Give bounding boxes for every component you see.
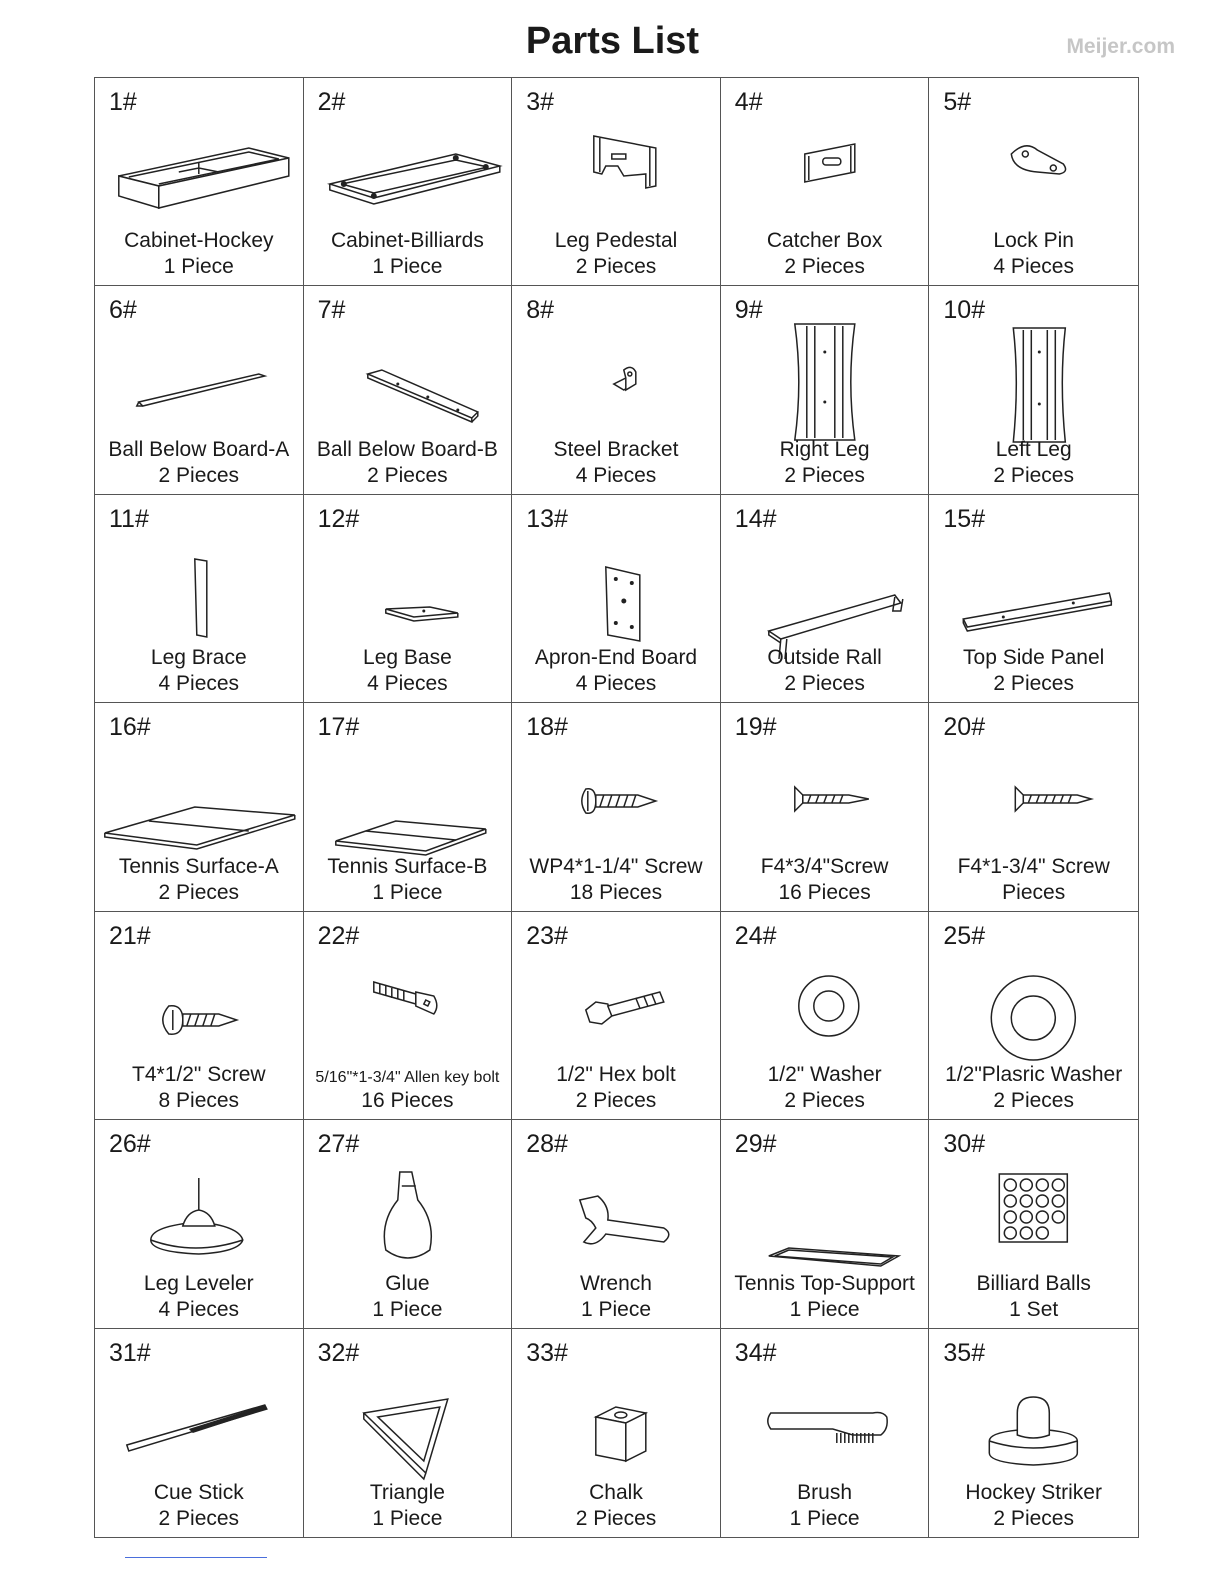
part-cell xyxy=(929,703,1138,911)
triangle-rack-icon xyxy=(304,1365,512,1493)
part-cell xyxy=(512,495,721,703)
truss-screw-icon xyxy=(95,948,303,1076)
part-name: 1/2"Plasric Washer xyxy=(945,1063,1123,1087)
part-name: Triangle xyxy=(369,1481,445,1504)
part-number: 15# xyxy=(943,504,986,533)
part-cell xyxy=(512,912,721,1120)
part-number: 20# xyxy=(943,713,986,742)
hex-bolt-icon xyxy=(512,948,720,1076)
part-cell xyxy=(95,703,304,911)
part-quantity: 8 Pieces xyxy=(158,1089,240,1113)
part-cell xyxy=(721,912,930,1120)
part-name: 5/16"*1-3/4" Allen key bolt xyxy=(315,1069,500,1087)
part-quantity: 1 Piece xyxy=(372,1507,443,1530)
part-quantity: 2 Pieces xyxy=(993,1089,1074,1113)
part-quantity: 2 Pieces xyxy=(367,463,448,487)
footer-rule xyxy=(125,1557,267,1558)
part-cell xyxy=(304,286,513,494)
part-cell xyxy=(304,78,513,286)
part-name: Chalk xyxy=(589,1481,643,1504)
part-cell xyxy=(721,1329,930,1537)
part-number: 31# xyxy=(109,1338,151,1367)
part-cell xyxy=(721,286,930,494)
part-number: 6# xyxy=(109,296,137,325)
part-cell xyxy=(929,912,1138,1120)
cabinet-billiards-icon xyxy=(304,114,512,242)
part-quantity: 4 Pieces xyxy=(367,672,448,696)
part-number: 3# xyxy=(526,88,554,116)
part-number: 18# xyxy=(526,713,568,742)
washer-icon xyxy=(721,948,929,1076)
part-cell xyxy=(721,78,930,286)
part-cell xyxy=(512,703,721,911)
part-number: 9# xyxy=(734,296,763,325)
part-quantity: 2 Pieces xyxy=(158,880,240,904)
part-quantity: 1 Piece xyxy=(789,1297,860,1321)
part-quantity: 2 Pieces xyxy=(993,1507,1074,1530)
part-cell xyxy=(512,78,721,286)
part-cell xyxy=(304,703,513,911)
part-quantity: 1 Piece xyxy=(372,255,443,279)
left-leg-icon xyxy=(929,322,1138,450)
part-number: 21# xyxy=(109,921,151,950)
part-name: F4*3/4"Screw xyxy=(760,854,889,878)
flat-screw-icon xyxy=(721,739,929,867)
lock-pin-icon xyxy=(929,114,1138,242)
part-number: 8# xyxy=(526,296,554,325)
catcher-box-icon xyxy=(721,114,929,242)
part-number: 32# xyxy=(317,1338,360,1367)
part-quantity: 4 Pieces xyxy=(575,672,657,696)
part-name: Left Leg xyxy=(995,437,1072,461)
part-cell xyxy=(721,1120,930,1328)
part-number: 16# xyxy=(109,713,151,742)
part-number: 2# xyxy=(317,88,346,116)
part-quantity: 2 Pieces xyxy=(575,1089,657,1113)
part-number: 24# xyxy=(734,921,777,950)
part-cell xyxy=(721,495,930,703)
part-name: Glue xyxy=(385,1271,430,1295)
wp-screw-icon xyxy=(512,739,720,867)
part-quantity: 1 Set xyxy=(1009,1297,1059,1321)
part-quantity: 2 Pieces xyxy=(993,463,1074,487)
part-quantity: 2 Pieces xyxy=(158,1507,240,1530)
part-number: 22# xyxy=(317,921,360,950)
part-number: 13# xyxy=(526,504,568,533)
part-quantity: 2 Pieces xyxy=(993,672,1074,696)
right-leg-icon xyxy=(721,322,929,450)
part-quantity: 16 Pieces xyxy=(361,1089,454,1113)
part-name: 1/2" Washer xyxy=(767,1063,882,1087)
part-name: Catcher Box xyxy=(766,229,883,253)
part-number: 25# xyxy=(943,921,986,950)
part-cell xyxy=(304,495,513,703)
part-name: Wrench xyxy=(580,1271,652,1295)
apron-end-board-icon xyxy=(512,531,720,659)
allen-bolt-icon xyxy=(304,948,512,1076)
glue-bottle-icon xyxy=(304,1156,512,1284)
part-quantity: 4 Pieces xyxy=(158,1297,240,1321)
part-quantity: 2 Pieces xyxy=(784,1089,865,1113)
part-name: Leg Base xyxy=(363,646,452,670)
part-cell xyxy=(95,78,304,286)
billiard-balls-icon xyxy=(929,1156,1138,1284)
part-name: Leg Leveler xyxy=(143,1271,254,1295)
part-number: 26# xyxy=(109,1130,151,1159)
part-cell xyxy=(95,286,304,494)
part-number: 23# xyxy=(526,921,568,950)
page-title: Parts List xyxy=(525,20,700,62)
part-cell xyxy=(304,1329,513,1537)
part-quantity: 1 Piece xyxy=(163,255,234,279)
part-name: F4*1-3/4" Screw xyxy=(957,854,1110,878)
tennis-top-support-icon xyxy=(721,1156,929,1284)
steel-bracket-icon xyxy=(512,322,720,450)
hockey-striker-icon xyxy=(929,1365,1138,1493)
part-number: 34# xyxy=(734,1338,777,1367)
part-cell xyxy=(95,1329,304,1537)
part-cell xyxy=(304,1120,513,1328)
part-cell xyxy=(512,1329,721,1537)
part-number: 33# xyxy=(526,1338,568,1367)
part-name: Leg Brace xyxy=(150,646,247,670)
part-quantity: 2 Pieces xyxy=(575,255,657,279)
plastic-washer-icon xyxy=(929,948,1138,1076)
part-quantity: 4 Pieces xyxy=(158,672,240,696)
part-quantity: Pieces xyxy=(1002,880,1066,904)
part-cell xyxy=(929,286,1138,494)
part-name: Cabinet-Hockey xyxy=(124,229,274,253)
cue-stick-icon xyxy=(95,1365,303,1493)
leg-pedestal-icon xyxy=(512,114,720,242)
part-number: 11# xyxy=(109,504,149,533)
watermark: Meijer.com xyxy=(1066,35,1175,58)
part-name: Brush xyxy=(797,1481,853,1504)
part-name: Tennis Surface-A xyxy=(118,854,279,878)
chalk-icon xyxy=(512,1365,720,1493)
cabinet-hockey-icon xyxy=(95,114,303,242)
part-quantity: 2 Pieces xyxy=(784,672,865,696)
part-cell xyxy=(929,495,1138,703)
tennis-surface-b-icon xyxy=(304,739,512,867)
part-number: 17# xyxy=(317,713,360,742)
board-a-icon xyxy=(95,322,303,450)
part-cell xyxy=(95,1120,304,1328)
part-cell xyxy=(721,703,930,911)
part-quantity: 1 Piece xyxy=(789,1507,860,1530)
part-name: Tennis Surface-B xyxy=(327,854,488,878)
part-quantity: 4 Pieces xyxy=(993,255,1074,279)
part-name: 1/2" Hex bolt xyxy=(556,1063,676,1087)
part-name: Apron-End Board xyxy=(534,646,698,670)
flat-screw-long-icon xyxy=(929,739,1138,867)
part-quantity: 16 Pieces xyxy=(778,880,871,904)
top-side-panel-icon xyxy=(929,531,1138,659)
part-name: Ball Below Board-B xyxy=(316,437,498,461)
parts-grid xyxy=(94,77,1139,1538)
part-quantity: 1 Piece xyxy=(372,880,443,904)
part-name: Ball Below Board-A xyxy=(108,437,290,461)
part-name: Tennis Top-Support xyxy=(734,1271,915,1295)
tennis-surface-a-icon xyxy=(95,739,303,867)
part-cell xyxy=(95,495,304,703)
part-number: 7# xyxy=(317,296,346,325)
part-quantity: 1 Piece xyxy=(372,1297,443,1321)
part-quantity: 1 Piece xyxy=(580,1297,652,1321)
part-name: Right Leg xyxy=(779,437,870,461)
part-quantity: 2 Pieces xyxy=(575,1507,657,1530)
part-cell xyxy=(512,1120,721,1328)
part-number: 35# xyxy=(943,1338,986,1367)
wrench-icon xyxy=(512,1156,720,1284)
part-name: Cue Stick xyxy=(153,1481,244,1504)
part-name: Outside Rall xyxy=(767,646,882,670)
part-quantity: 18 Pieces xyxy=(569,880,663,904)
part-cell xyxy=(929,78,1138,286)
part-cell xyxy=(304,912,513,1120)
part-cell xyxy=(512,286,721,494)
leg-brace-icon xyxy=(95,531,303,659)
part-number: 30# xyxy=(943,1130,986,1159)
part-number: 10# xyxy=(943,296,986,325)
part-number: 1# xyxy=(109,88,137,116)
part-quantity: 2 Pieces xyxy=(158,463,240,487)
part-quantity: 2 Pieces xyxy=(784,463,865,487)
part-cell xyxy=(95,912,304,1120)
part-name: Billiard Balls xyxy=(976,1271,1091,1295)
leg-base-icon xyxy=(304,531,512,659)
part-cell xyxy=(929,1329,1138,1537)
part-name: Hockey Striker xyxy=(965,1481,1102,1504)
part-cell xyxy=(929,1120,1138,1328)
brush-icon xyxy=(721,1365,929,1493)
part-number: 12# xyxy=(317,504,360,533)
part-number: 29# xyxy=(734,1130,777,1159)
part-number: 5# xyxy=(943,88,972,116)
board-b-icon xyxy=(304,322,512,450)
part-number: 19# xyxy=(734,713,777,742)
part-number: 14# xyxy=(734,504,777,533)
leg-leveler-icon xyxy=(95,1156,303,1284)
part-quantity: 4 Pieces xyxy=(575,463,657,487)
part-name: WP4*1-1/4" Screw xyxy=(529,854,703,878)
part-number: 27# xyxy=(317,1130,360,1159)
part-name: Leg Pedestal xyxy=(554,229,678,253)
part-name: T4*1/2" Screw xyxy=(132,1063,266,1087)
part-name: Lock Pin xyxy=(993,229,1074,253)
part-quantity: 2 Pieces xyxy=(784,255,865,279)
part-name: Cabinet-Billiards xyxy=(330,229,484,253)
part-number: 28# xyxy=(526,1130,568,1159)
part-number: 4# xyxy=(734,88,763,116)
part-name: Top Side Panel xyxy=(963,646,1105,670)
part-name: Steel Bracket xyxy=(553,437,679,461)
outside-rail-icon xyxy=(721,531,929,659)
